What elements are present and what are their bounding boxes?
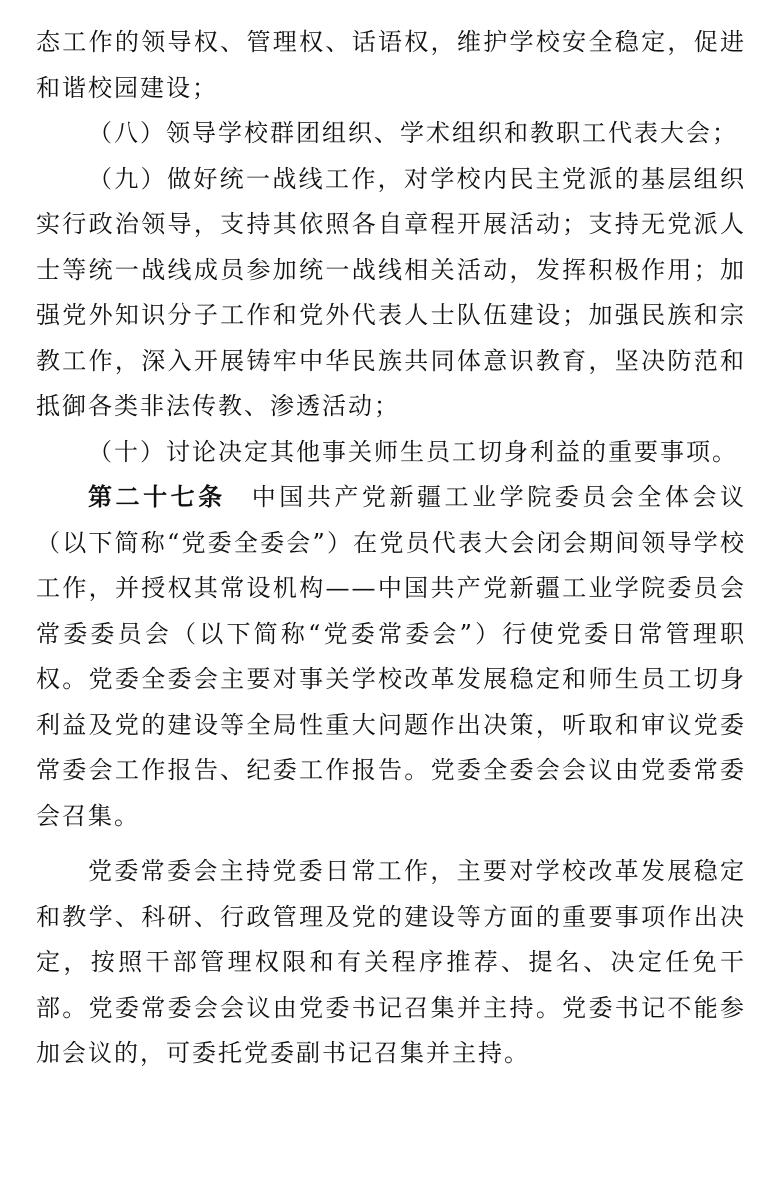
article-27-paragraph: [36, 475, 746, 839]
document-body: [36, 20, 746, 1077]
paragraph-continuation: 态工作的领导权、管理权、话语权，维护学校安全稳定，促进和谐校园建设；: [36, 28, 746, 102]
paragraph-item-10: （十）讨论决定其他事关师生员工切身利益的重要事项。: [88, 437, 738, 466]
paragraph-standing-committee: 党委常委会主持党委日常工作，主要对学校改革发展稳定和教学、科研、行政管理及党的建设等方面的重要事项作出决定，按照干部管理权限和有关程序推荐、提名、决定任免干部。党委常委会会议由党委书记召集并主持。党委书记不能参加会议的，可委托党委副书记召集并主持。: [36, 857, 746, 1067]
article-number: 第二十七条: [88, 483, 226, 511]
article-27-text: 中国共产党新疆工业学院委员会全体会议（以下简称“党委全委会”）在党员代表大会闭会期间领导学校工作，并授权其常设机构——中国共产党新疆工业学院委员会常委委员会（以下简称“党委常委会”）行使党委日常管理职权。党委全委会主要对事关学校改革发展稳定和师生员工切身利益及党的建设等全局性重大问题作出决策，听取和审议党委常委会工作报告、纪委工作报告。党委全委会会议由党委常委会召集。: [36, 483, 747, 830]
paragraph-item-8: （八）领导学校群团组织、学术组织和教职工代表大会；: [88, 119, 738, 147]
paragraph-item-9: （九）做好统一战线工作，对学校内民主党派的基层组织实行政治领导，支持其依照各自章程开展活动；支持无党派人士等统一战线成员参加统一战线相关活动，发挥积极作用；加强党外知识分子工作和党外代表人士队伍建设；加强民族和宗教工作，深入开展铸牢中华民族共同体意识教育，坚决防范和抵御各类非法传教、渗透活动；: [36, 164, 746, 420]
